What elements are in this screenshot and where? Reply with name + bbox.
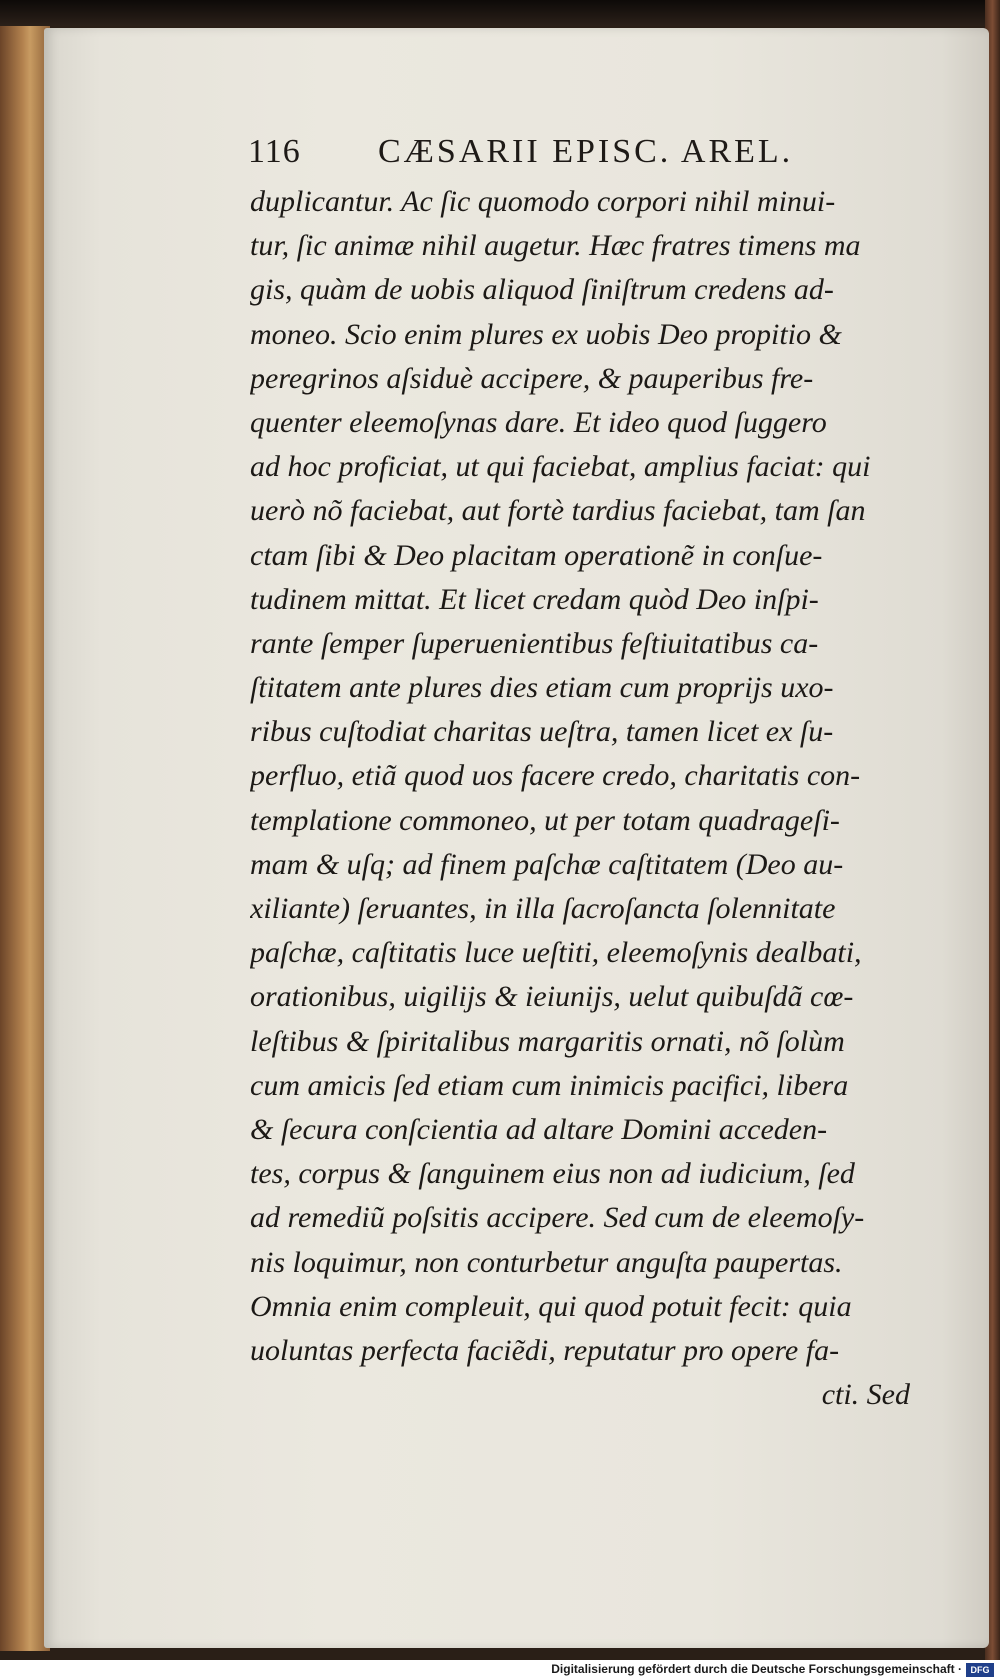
text-line: uoluntas perfecta faciẽdi, reputatur pro opere fa- [250, 1333, 840, 1367]
text-line-catchword: cti. Sed [821, 1378, 910, 1412]
text-line: tes, corpus & ſanguinem eius non ad iudicium, ſed [250, 1157, 855, 1191]
text-line: nis loquimur, non conturbetur anguſta paupertas. [250, 1245, 843, 1279]
text-line: paſchæ, caſtitatis luce ueſtiti, eleemoſynis dealbati, [250, 936, 862, 970]
text-line: templatione commoneo, ut per totam quadrageſi- [250, 803, 840, 837]
body-text [250, 180, 910, 1417]
dfg-logo: DFG [966, 1663, 994, 1677]
text-line: ad remediũ poſsitis accipere. Sed cum de eleemoſy- [250, 1201, 865, 1235]
text-line: ad hoc proficiat, ut qui faciebat, amplius faciat: qui [250, 450, 871, 484]
text-line: ribus cuſtodiat charitas ueſtra, tamen licet ex ſu- [250, 715, 834, 749]
text-line: moneo. Scio enim plures ex uobis Deo propitio & [250, 317, 842, 351]
text-line: gis, quàm de uobis aliquod ſiniſtrum credens ad- [250, 273, 834, 307]
book-board-top [0, 0, 1000, 26]
text-line: perfluo, etiã quod uos facere credo, charitatis con- [250, 759, 861, 793]
text-line: uerò nõ faciebat, aut fortè tardius faciebat, tam ſan [250, 494, 866, 528]
text-line: duplicantur. Ac ſic quomodo corpori nihil minui- [250, 185, 836, 218]
text-line: & ſecura conſcientia ad altare Domini acceden- [250, 1112, 828, 1146]
text-line: tudinem mittat. Et licet credam quòd Deo inſpi- [250, 582, 819, 616]
page-number: 116 [248, 133, 301, 170]
text-line: xiliante) ſeruantes, in illa ſacroſancta ſolennitate [250, 892, 836, 925]
running-head [248, 133, 868, 183]
text-line: quenter eleemoſynas dare. Et ideo quod ſuggero [250, 405, 827, 439]
text-line: Omnia enim compleuit, qui quod potuit fecit: quia [250, 1289, 852, 1323]
text-line: leſtibus & ſpiritalibus margaritis ornati, nõ ſolùm [250, 1024, 845, 1058]
running-head-title: CÆSARII EPISC. AREL. [378, 133, 794, 170]
text-line: peregrinos aſsiduè accipere, & pauperibus fre- [250, 361, 814, 395]
footer-credit: Digitalisierung gefördert durch die Deutsche Forschungsgemeinschaft · [551, 1662, 962, 1676]
text-line: cum amicis ſed etiam cum inimicis pacifici, libera [250, 1068, 849, 1102]
text-line: rante ſemper ſuperuenientibus feſtiuitatibus ca- [250, 626, 819, 660]
book-cover-left [0, 26, 50, 1651]
text-line: mam & uſq; ad finem paſchæ caſtitatem (Deo au- [250, 847, 844, 881]
text-line: orationibus, uigilijs & ieiunijs, uelut quibuſdã cœ- [250, 980, 854, 1014]
digitization-footer [0, 1660, 1000, 1680]
text-line: ctam ſibi & Deo placitam operationẽ in conſue- [250, 538, 823, 572]
text-line: tur, ſic animæ nihil augetur. Hæc fratres timens ma [250, 229, 861, 263]
text-line: ſtitatem ante plures dies etiam cum proprijs uxo- [250, 671, 834, 705]
